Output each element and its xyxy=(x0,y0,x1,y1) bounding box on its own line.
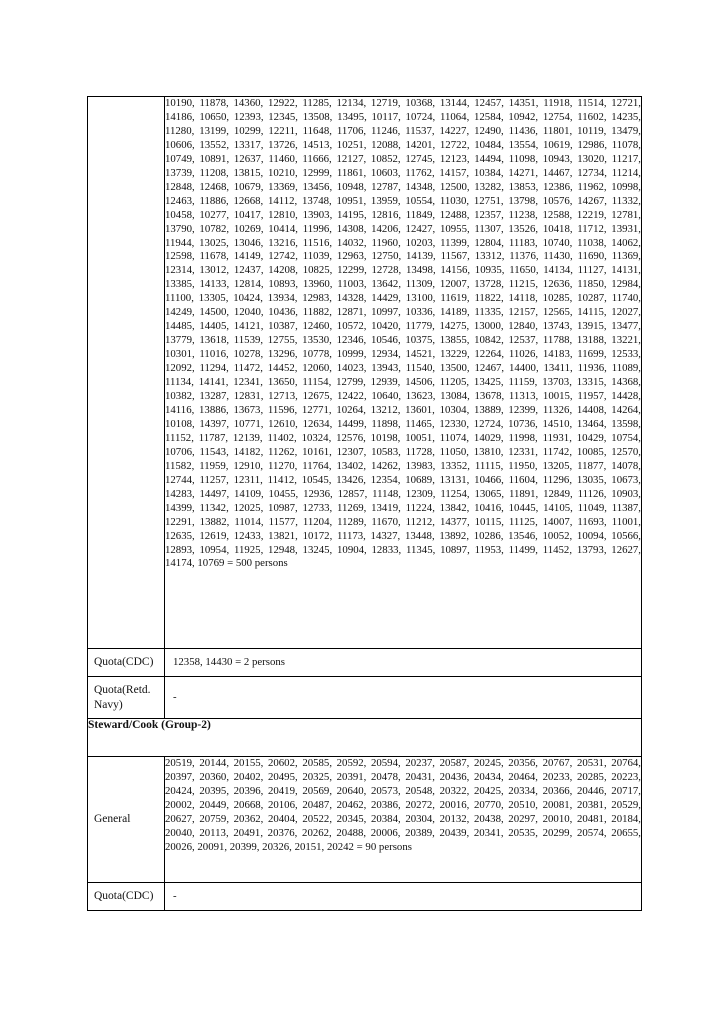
roll-numbers-cell: - xyxy=(165,677,642,719)
row-label: Quota(CDC) xyxy=(88,649,165,677)
row-label xyxy=(88,97,165,649)
table-row xyxy=(88,649,642,677)
table-row xyxy=(88,97,642,649)
roll-numbers-cell: - xyxy=(165,883,642,911)
section-header-row xyxy=(88,719,642,757)
roll-numbers-cell: 20519, 20144, 20155, 20602, 20585, 20592, 20594, 20237, 20587, 20245, 20356, 20767, 20531, 20764, 20397, 20360, 20402, 20495, 20325, 20391, 20478, 20431, 20436, 20434, 20464, 20233, 20285, 20223, 20424, 20395, 20396, 20419, 20569, 20640, 20573, 20548, 20322, 20425, 20334, 20366, 20446, 20717, 20002, 20449, 20668, 20106, 20487, 20462, 20386, 20272, 20016, 20770, 20510, 20081, 20381, 20529, 20627, 20759, 20362, 20404, 20522, 20345, 20384, 20304, 20132, 20438, 20297, 20010, 20481, 20184, 20040, 20113, 20491, 20376, 20262, 20488, 20006, 20389, 20439, 20341, 20535, 20299, 20574, 20655, 20026, 20091, 20399, 20326, 20151, 20242 = 90 persons xyxy=(165,757,642,883)
roll-numbers-cell: 12358, 14430 = 2 persons xyxy=(165,649,642,677)
table-row xyxy=(88,757,642,883)
table-row xyxy=(88,883,642,911)
results-table xyxy=(87,96,642,911)
table-row xyxy=(88,677,642,719)
row-label: Quota(CDC) xyxy=(88,883,165,911)
row-label: Quota(Retd. Navy) xyxy=(88,677,165,719)
row-label: General xyxy=(88,757,165,883)
section-header: Steward/Cook (Group-2) xyxy=(88,719,642,757)
roll-numbers-cell: 10190, 11878, 14360, 12922, 11285, 12134, 12719, 10368, 13144, 12457, 14351, 11918, 11514, 12721, 14186, 10650, 12393, 12345, 13508, 13495, 10117, 10724, 11064, 12584, 10942, 12754, 11602, 14235, 11280, 13199, 10299, 12211, 11648, 11706, 11246, 11537, 14227, 12490, 11436, 11801, 10119, 13479, 10606, 13552, 13317, 13726, 14513, 10251, 12088, 14201, 12722, 10484, 13554, 10619, 12986, 11078, 10749, 10891, 12637, 11460, 11666, 12127, 10852, 12745, 12123, 14494, 11098, 10943, 13020, 11217, 13739, 11208, 13815, 10210, 12999, 11861, 10603, 11762, 14157, 10384, 14271, 14467, 12734, 11214, 12848, 12468, 10679, 13369, 13456, 10948, 12787, 14348, 12500, 13282, 13853, 12386, 11962, 10998, 12463, 11886, 12668, 14112, 13748, 10951, 13959, 10554, 11030, 12751, 13798, 10576, 14267, 11332, 10458, 10277, 10417, 12810, 13903, 14195, 12816, 11849, 12488, 12357, 11238, 12588, 12219, 12781, 13790, 10782, 10269, 10414, 11996, 14308, 14206, 12427, 10955, 11307, 13526, 10418, 11712, 13931, 11944, 13025, 13046, 13216, 11516, 14032, 11960, 10203, 11399, 12804, 11183, 10740, 11038, 14062, 12598, 11678, 14149, 12742, 11039, 12963, 12750, 14139, 11567, 13312, 11376, 11430, 11690, 11369, 12314, 13012, 12437, 14208, 10825, 12299, 12728, 13498, 14156, 10935, 11650, 14134, 11127, 14131, 13385, 14133, 12814, 10893, 13960, 11003, 13642, 11309, 12007, 13728, 11215, 12636, 11850, 12984, 11100, 13305, 10424, 13934, 12983, 14328, 14429, 13100, 11619, 11822, 14118, 10285, 10287, 11740, 14249, 14500, 12040, 10436, 11882, 12871, 10997, 10336, 14189, 11335, 12157, 12565, 14115, 12027, 14485, 14405, 14121, 10387, 12460, 10572, 10420, 11779, 14275, 13000, 12840, 13743, 13915, 13477, 13779, 13618, 11539, 12755, 13530, 12346, 10546, 10375, 13855, 10842, 12537, 11788, 13188, 13221, 10301, 11016, 10278, 13296, 10778, 10999, 12934, 14521, 13229, 12264, 11026, 14183, 11699, 12533, 12092, 11294, 11472, 14452, 12060, 14023, 13943, 11540, 13500, 12467, 14400, 13411, 11936, 11089, 11134, 14141, 12341, 13650, 11154, 12799, 12939, 14506, 11205, 13425, 11159, 13703, 13315, 14368, 10382, 13287, 12831, 12713, 12675, 12422, 10640, 13623, 13084, 13678, 11313, 10015, 11957, 14428, 14116, 13886, 13673, 11596, 12771, 10264, 13212, 13601, 10304, 13889, 12399, 11326, 14408, 14264, 10108, 14397, 10771, 12610, 12634, 14499, 11898, 11465, 12330, 12724, 10736, 14510, 13464, 13598, 11152, 11787, 12139, 11402, 10324, 12576, 10198, 10051, 11074, 14029, 11998, 11931, 10429, 10754, 10706, 11543, 14182, 11262, 10161, 12307, 10583, 11728, 11050, 13810, 12331, 11742, 10085, 12570, 11582, 11959, 12910, 11270, 11764, 13402, 14262, 13983, 13352, 11115, 11950, 13205, 11877, 14078, 12744, 11257, 12311, 11412, 10545, 13426, 12354, 10689, 13131, 10466, 11604, 11296, 13035, 10673, 14283, 14497, 14109, 10455, 12936, 12857, 11148, 12309, 11254, 13065, 11891, 12849, 11126, 10903, 14399, 11342, 12025, 10987, 12733, 11269, 13419, 11224, 13842, 10416, 10445, 14105, 11049, 11387, 12291, 13882, 11014, 11577, 11204, 11289, 11670, 11212, 14377, 10115, 11125, 14007, 11693, 11001, 12635, 12619, 12433, 13821, 10172, 11173, 14327, 13448, 13892, 10286, 13546, 10052, 10094, 10566, 12893, 10954, 11925, 12948, 13245, 10904, 12833, 11345, 10897, 11953, 11499, 11452, 13793, 12627, 14174, 10769 = 500 persons xyxy=(165,97,642,649)
